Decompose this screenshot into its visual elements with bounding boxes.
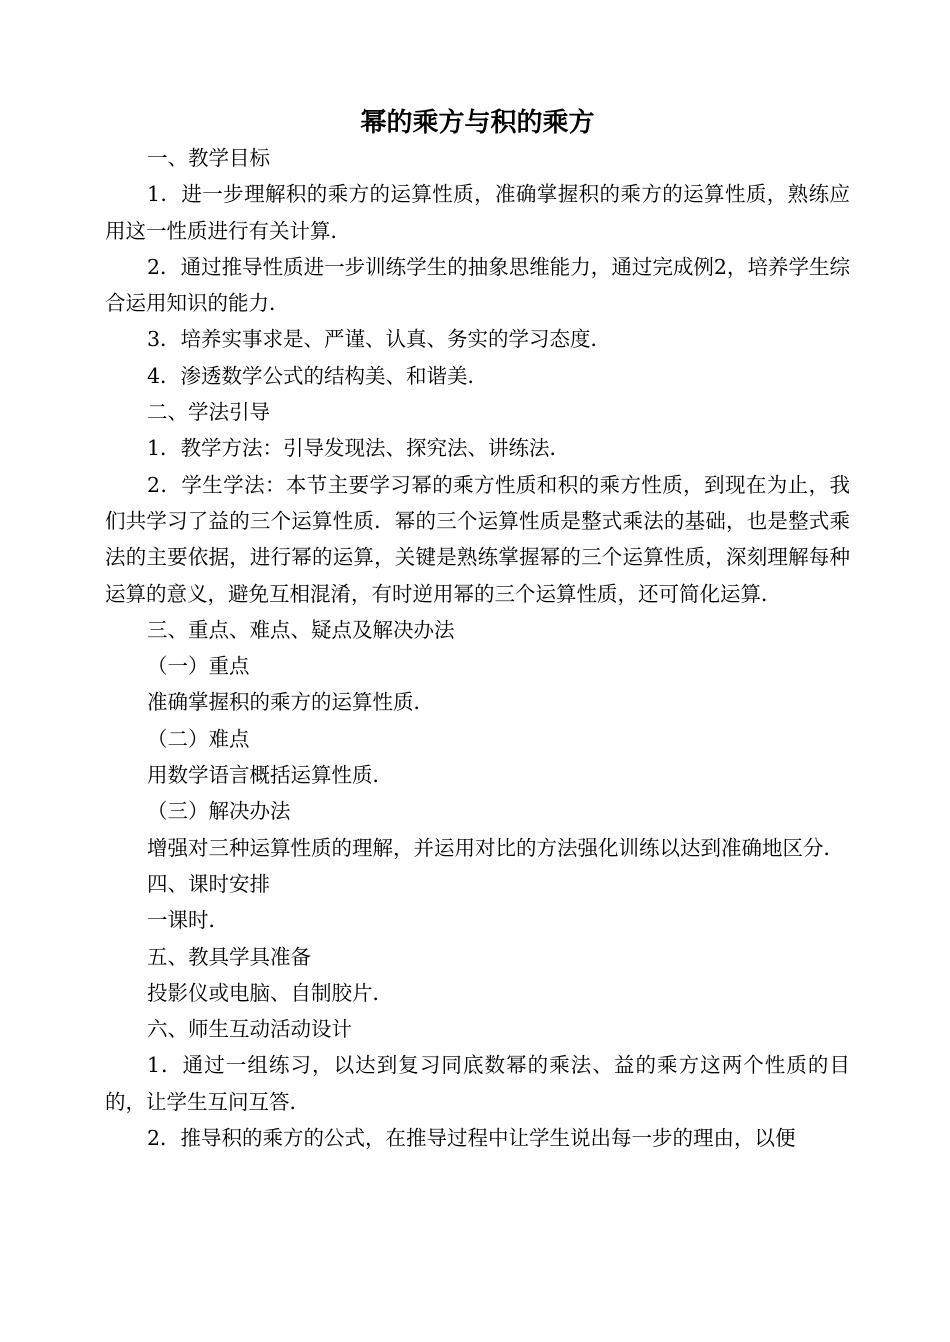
paragraph: 2．通过推导性质进一步训练学生的抽象思维能力，通过完成例2，培养学生综合运用知识的能力． xyxy=(105,254,850,316)
document-body xyxy=(105,140,850,1156)
paragraph: 1．进一步理解积的乘方的运算性质，准确掌握积的乘方的运算性质，熟练应用这一性质进行有关计算． xyxy=(105,182,850,243)
subheading: （二）难点 xyxy=(147,726,250,751)
paragraph: 六、师生互动活动设计 xyxy=(147,1017,352,1042)
paragraph: 2．推导积的乘方的公式，在推导过程中让学生说出每一步的理由，以便 xyxy=(147,1126,796,1151)
paragraph: 四、课时安排 xyxy=(147,871,270,896)
paragraph: 一、教学目标 xyxy=(147,146,270,170)
document-page xyxy=(105,104,850,1156)
paragraph: 一课时． xyxy=(147,908,229,933)
paragraph: 五、教具学具准备 xyxy=(147,944,311,969)
paragraph: 投影仪或电脑、自制胶片． xyxy=(147,980,393,1005)
paragraph: 4．渗透数学公式的结构美、和谐美． xyxy=(147,363,489,388)
paragraph: 1．通过一组练习，以达到复习同底数幂的乘法、益的乘方这两个性质的目的，让学生互问互答． xyxy=(105,1053,850,1114)
subheading: （三）解决办法 xyxy=(147,799,291,824)
document-title: 幂的乘方与积的乘方 xyxy=(360,108,595,138)
paragraph: 二、学法引导 xyxy=(147,400,270,425)
paragraph: 用数学语言概括运算性质． xyxy=(147,763,393,788)
paragraph: 准确掌握积的乘方的运算性质． xyxy=(147,690,434,715)
paragraph: 1．教学方法：引导发现法、探究法、讲练法． xyxy=(147,436,571,461)
paragraph: 3．培养实事求是、严谨、认真、务实的学习态度． xyxy=(147,327,612,352)
paragraph: 增强对三种运算性质的理解，并运用对比的方法强化训练以达到准确地区分． xyxy=(147,835,844,860)
paragraph: 2．学生学法：本节主要学习幂的乘方性质和积的乘方性质，到现在为止，我们共学习了益的三个运算性质．幂的三个运算性质是整式乘法的基础，也是整式乘法的主要依据，进行幂的运算，关键是熟练掌握幂的三个运算性质，深刻理解每种运算的意义，避免互相混淆，有时逆用幂的三个运算性质，还可简化运算． xyxy=(105,472,850,606)
subheading: （一）重点 xyxy=(147,654,250,679)
paragraph: 三、重点、难点、疑点及解决办法 xyxy=(147,617,455,642)
